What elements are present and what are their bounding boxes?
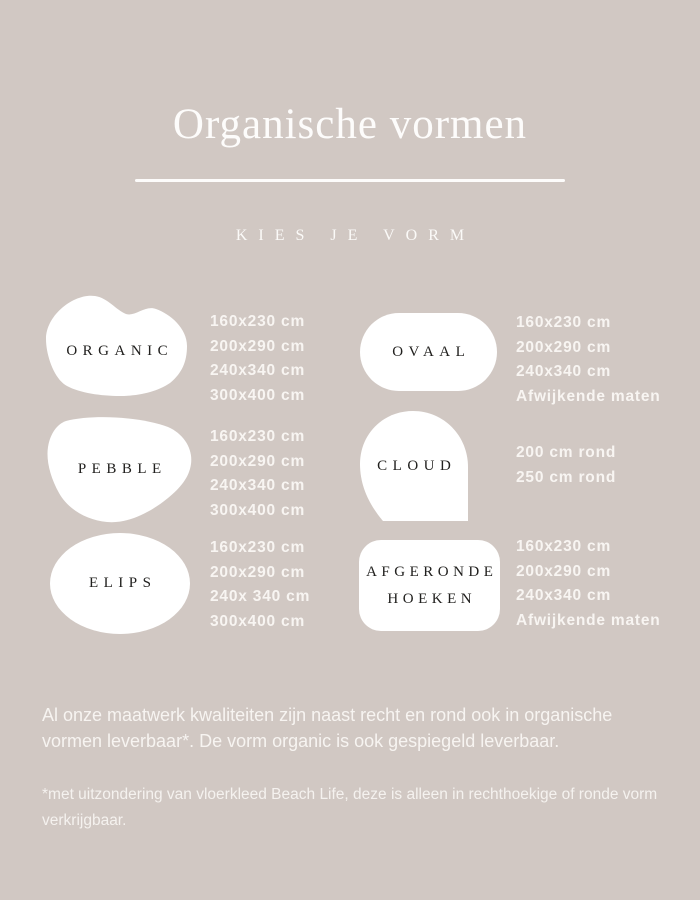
shape-label-elips: ELIPS	[88, 575, 157, 591]
sizes-list-afgeronde-hoeken	[516, 535, 661, 633]
shape-tile-elips	[50, 533, 190, 634]
sizes-list-pebble	[210, 425, 305, 523]
shape-label-organic: ORGANIC	[66, 343, 174, 359]
shape-tile-ovaal	[360, 313, 497, 391]
sizes-list-elips	[210, 536, 310, 634]
size-item: 240x340 cm	[516, 363, 612, 380]
size-item: 300x400 cm	[210, 612, 306, 630]
page-title: Organische vormen	[172, 101, 528, 148]
size-item: 200x290 cm	[516, 338, 612, 356]
size-item: 160x230 cm	[210, 313, 306, 330]
sizes-list-ovaal	[516, 311, 661, 409]
size-item: 160x230 cm	[210, 428, 306, 445]
sizes-list-cloud	[516, 440, 616, 490]
size-item: 160x230 cm	[516, 314, 612, 331]
size-item: 240x340 cm	[210, 362, 306, 379]
size-item: Afwijkende maten	[516, 611, 661, 629]
beach-life-footnote: *met uitzondering van vloerkleed Beach Life, deze is alleen in rechthoekige of ronde vorm verkrijgbaar.	[42, 786, 658, 829]
size-item: 300x400 cm	[210, 501, 306, 519]
shape-label-cloud: CLOUD	[377, 457, 457, 474]
shape-tile-pebble	[46, 416, 193, 523]
size-item: 240x340 cm	[516, 587, 612, 604]
shape-label-line: AFGERONDE	[366, 563, 498, 580]
shape-label-ovaal: OVAAL	[392, 343, 471, 360]
size-item: 200x290 cm	[210, 452, 306, 470]
sizes-list-organic	[210, 310, 305, 408]
size-item: 200x290 cm	[210, 337, 306, 355]
subtitle-kies-je-vorm: KIES JE VORM	[235, 227, 476, 244]
title-divider	[135, 179, 565, 182]
size-item: 200x290 cm	[516, 562, 612, 580]
shape-label-afgeronde-hoeken	[362, 559, 498, 613]
shape-label-line: HOEKEN	[387, 590, 477, 607]
shape-tile-afgeronde-hoeken	[359, 540, 500, 631]
shape-tile-organic	[46, 295, 188, 398]
shape-tile-cloud	[360, 411, 468, 521]
size-item: 200 cm rond	[516, 444, 617, 461]
size-item: 250 cm rond	[516, 469, 617, 486]
size-item: 240x340 cm	[210, 477, 306, 494]
size-item: 160x230 cm	[516, 538, 612, 555]
size-item: 200x290 cm	[210, 563, 306, 581]
shape-label-pebble: PEBBLE	[77, 461, 167, 477]
size-item: Afwijkende maten	[516, 387, 661, 405]
availability-paragraph: Al onze maatwerk kwaliteiten zijn naast recht en rond ook in organische vormen leverbaar*. De vorm organic is ook gespiegeld leverbaar.	[42, 705, 613, 751]
size-item: 300x400 cm	[210, 386, 306, 404]
size-item: 240x 340 cm	[210, 588, 311, 605]
size-item: 160x230 cm	[210, 539, 306, 556]
